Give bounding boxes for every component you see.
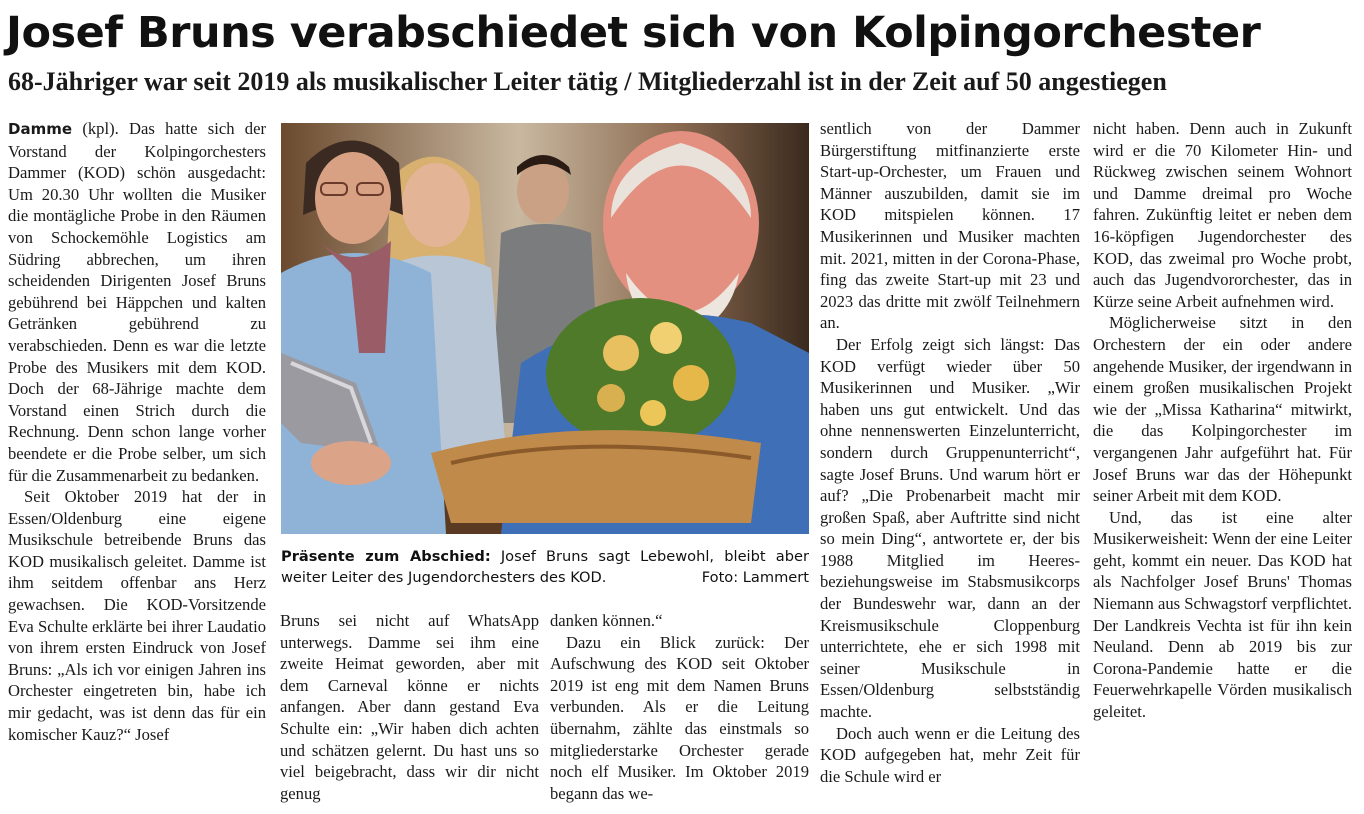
article-column-2 bbox=[280, 610, 539, 810]
paragraph: danken können.“ bbox=[550, 611, 663, 630]
paragraph: Bruns sei nicht auf WhatsApp unterwegs. Damme sei ihm eine zweite Heimat geworden, aber mit dem Carneval könne er nichts anfangen. Aber dann gestand Eva Schulte ein: „Wir haben dich achten und schätzen gelernt. Du hast uns so viel beigebracht, dass wir dir nicht genug bbox=[280, 611, 539, 803]
article-subheadline: 68-Jähriger war seit 2019 als musikalischer Leiter tätig / Mitgliederzahl ist in der Zeit auf 50 angestiegen bbox=[8, 67, 1167, 96]
paragraph: sentlich von der Dammer Bürgerstiftung mitfinanzierte erste Start-up-Orchester, um Frauen und Männer auszubilden, damit sie im KOD mitspielen können. 17 Musikerinnen und Musiker machten mit. 2021, mitten in der Corona-Phase, fing das zweite Start-up mit 23 und 2023 das dritte mit zwölf Teilnehmern an. bbox=[820, 119, 1080, 333]
paragraph: Der Erfolg zeigt sich längst: Das KOD verfügt wieder über 50 Musikerinnen und Musiker. „Wir haben uns gut entwickelt. Und das ohne nennenswerten Einzelunterricht, sondern durch Gruppenunterricht“, sagte Josef Bruns. Und warum hört er auf? „Die Probenarbeit macht mir großen Spaß, aber Auftritte sind nicht so mein Ding“, antwortete er, der bis 1988 Mitglied im Heeres- beziehungsweise im Stabsmusikcorps der Bundeswehr war, dann an der Kreismusikschule Cloppenburg unterrichtete, ehe er sich 1998 mit seiner Musikschule in Essen/Oldenburg selbstständig machte. bbox=[820, 334, 1080, 722]
dateline: Damme bbox=[8, 120, 73, 138]
photo-illustration bbox=[281, 123, 809, 534]
paragraph: Seit Oktober 2019 hat der in Essen/Oldenburg eine eigene Musikschule betreibende Bruns das KOD musikalisch geleitet. Damme ist ihm seitdem offenbar ans Herz gewachsen. Die KOD-Vorsitzende Eva Schulte erklärte bei ihrer Laudatio von ihrem ersten Eindruck von Josef Bruns: „Als ich vor einigen Jahren ins Orchester eingetreten bin, habe ich mir gedacht, was ist denn das für ein komischer Kauz?“ Josef bbox=[8, 487, 266, 744]
caption-text: Josef Bruns sagt Lebewohl, bleibt aber weiter Leiter des Jugendorchesters des KOD. bbox=[281, 548, 809, 586]
paragraph: Möglicherweise sitzt in den Orchestern der ein oder andere angehende Musiker, der irgendwann in einem großen musikalischen Projekt wie der „Missa Katharina“ mitwirkt, die das Kolpingorchester im vergangenen Jahr aufgeführt hat. Für Josef Bruns war das der Höhepunkt seiner Arbeit mit dem KOD. bbox=[1093, 313, 1352, 506]
paragraph: Doch auch wenn er die Leitung des KOD aufgegeben hat, mehr Zeit für die Schule wird er bbox=[820, 723, 1080, 786]
article-headline: Josef Bruns verabschiedet sich von Kolpingorchester bbox=[6, 8, 1261, 58]
article-column-4 bbox=[820, 118, 1080, 810]
article-column-1 bbox=[8, 118, 266, 810]
article-column-5 bbox=[1093, 118, 1352, 810]
article-column-3 bbox=[550, 610, 809, 810]
paragraph-text: (kpl). Das hatte sich der Vorstand der Kolpingorchesters Dammer (KOD) schön ausgedacht: Um 20.30 Uhr wollten die Musiker die montägliche Probe in den Räumen von Schockemöhle Logistics am Südring abbrechen, um ihren scheidenden Dirigenten Josef Bruns gebührend bei Häppchen und kalten Getränken gebührend zu verabschieden. Denn es war die letzte Probe des Musikers mit dem KOD. Doch der 68-Jährige machte dem Vorstand einen Strich durch die Rechnung. Denn schon lange vorher beendete er die Probe selber, um sich für die Zusammenarbeit zu bedanken. bbox=[8, 119, 266, 485]
paragraph: Und, das ist eine alter Musikerweisheit: Wenn der eine Leiter geht, kommt ein neuer. Das KOD hat als Nachfolger Josef Bruns' Thomas Niemann aus Schwagstorf verpflichtet. Der Landkreis Vechta ist für ihn kein Neuland. Denn ab 2019 bis zur Corona-Pandemie hatte er die Feuerwehrkapelle Vörden musikalisch geleitet. bbox=[1093, 507, 1352, 722]
photo-caption bbox=[281, 546, 809, 588]
photo-credit: Foto: Lammert bbox=[701, 569, 809, 586]
paragraph bbox=[8, 118, 266, 486]
paragraph: Dazu ein Blick zurück: Der Aufschwung des KOD seit Oktober 2019 ist eng mit dem Namen Bruns verbunden. Als er die Leitung übernahm, zählte das einstmals so mitgliederstarke Orchester gerade noch elf Musiker. Im Oktober 2019 begann das we- bbox=[550, 632, 809, 803]
caption-lead: Präsente zum Abschied: bbox=[281, 548, 491, 565]
paragraph: nicht haben. Denn auch in Zukunft wird er die 70 Kilometer Hin- und Rückweg zwischen seinem Wohnort und Damme dreimal pro Woche fahren. Zukünftig leitet er neben dem 16-köpfigen Jugendorchester des KOD, das zweimal pro Woche probt, auch das Jugendvororchester, das in Kürze seine Arbeit aufnehmen wird. bbox=[1093, 119, 1352, 311]
article-photo bbox=[281, 123, 809, 534]
